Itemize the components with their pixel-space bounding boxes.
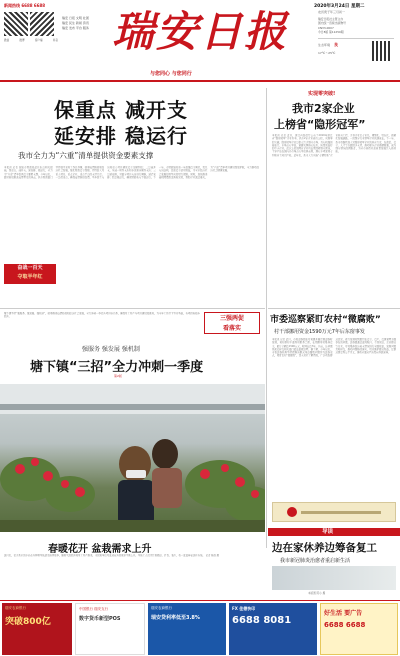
flower-headline: 春暖花开 盆栽需求上升 [48,544,152,555]
lead-story[interactable] [0,86,265,308]
badge-line-top: 奋战一百天 [17,265,43,271]
story2-subtitle: 强服务 强发展 强机制 [82,346,140,353]
slogan: 与您同心 与您同行 [150,71,192,77]
ad-title: 6688 8081 [232,615,292,626]
flower-caption: 连日来，位于我市的多家花卉种植基地迎来销售旺季，随着气温回升和复工复产推进，市民和单位对盆栽花卉的需求不断上升，基地工人们正忙着搬运、打包、装车，将一盆盆鲜花送往各地。 记者 陈晨 摄 [4,554,220,557]
date: 2020年3月24日 星期二 [314,4,365,9]
story2-tag2: 看落实 [222,325,241,332]
right-ad-banner[interactable] [272,502,396,522]
story2-tag: 三强两促 [219,315,244,322]
hotline: 新闻热线 6688 6688 [4,3,46,8]
ad-block[interactable] [2,603,72,655]
guide-label-bar [268,528,400,536]
right-top-story[interactable] [268,86,400,306]
eco-value: 良 [334,42,338,47]
guide-photo [272,566,396,590]
story2-body: 塘下镇坚持“强服务、强发展、强机制”，统筹推进疫情防控和经济社会发展，全力冲刺一季度各项目标任务，确保复工复产与项目建设双推进，为全年工作打下坚实基础，各项指标稳步回升。 [4,312,200,319]
masthead-rule [0,80,400,82]
story3[interactable] [268,308,400,526]
info-line: 今日8版 第11250期 [318,30,344,35]
section-rule [0,308,265,309]
story2-jump[interactable]: 第2版 [114,374,122,378]
eco-qr[interactable] [372,41,392,61]
masthead-link[interactable]: 瑞安 民生 新闻 资讯 [62,21,89,25]
story2-headline: 塘下镇“三招”全力冲刺一季度 [30,360,204,375]
newspaper-title: 瑞安日报 [111,7,288,56]
guide-headline: 边在家休养边筹备复工 [272,542,377,554]
ad-block[interactable] [148,603,226,655]
info-line: CN33-0007 [318,25,334,30]
lead-body: 本报讯 记者 瑞安市财政局近日出台相关措施，保重点、减开支、延安排、稳运行，全力为“六重”清单提供资金要素支撑。今年以来，面对新冠肺炎疫情带来的冲击，我市财政部门坚持稳中求进工作总基调，统筹疫情防控和经济社会发展，强化财政资金保障，持续加大对重大项目、重点企业、重点平台的支持力度。一是保重点，确保疫情防控经费、基本民生支出和重大项目建设资金足额到位；二是减开支，压减一般性支出和非急需非刚性支出；三是延安排，对部分项目支出进行调整，延后安排；四是稳运行，确保财政收支平稳运行。下一步，市财政局将进一步加强资金调度，优化支出结构，提高资金使用效益，为全市经济社会发展提供坚实的财力保障。同时，加快推进减税降费政策落地见效，帮助企业渡过难关，为“六重”清单项目建设保驾护航，全力推动经济社会健康发展。 [4,166,259,179]
flower-photo-art [0,384,265,532]
flower-photo [0,384,265,532]
ad-sub: 瑞安农商银行 [5,606,26,610]
ad-sub: 瑞安农商银行 [151,606,172,610]
qr-label: 微博 [19,39,25,42]
masthead-link[interactable]: 瑞安 日报 文明 社团 [62,16,89,20]
masthead-links [62,16,89,31]
qr-code[interactable] [4,12,28,36]
story2[interactable] [0,308,265,382]
guide[interactable] [268,528,400,598]
ad-sub: 6688 6688 [324,621,366,629]
info-line: 国内统一连续出版物号 [318,21,346,26]
ads-rule [0,600,400,601]
weather: 17℃～25℃ [318,51,336,55]
ad-title: 突破800亿 [5,617,51,627]
story2-tag-box [204,312,260,334]
story3-subhead: 村干部挪用资金1590万元7年后东窗事发 [274,329,365,335]
qr-label: 微信 [4,39,10,42]
story3-headline: 市委巡察紧盯农村“微腐败” [270,315,381,325]
right-headline-2: 上榜省“隐形冠军” [274,118,366,131]
qr-label: 客户端 [34,39,43,42]
ad-sub: FX 佳德快印 [232,606,256,611]
qr-code[interactable] [30,12,54,36]
right-body: 本报讯 记者 近日，浙江省经信厅公布了2019年浙江省“隐形冠军”企业名单，我市2家企业成功上榜，实现零的突破。隐形冠军企业是指专注于细分市场、具有较强创新能力、市场占有率高、掌握关键核心技术、质量效益好的中小企业。此次上榜的两家企业均长期深耕细分领域，主导产品在国内外市场占有率位居前列，拥有多项发明专利和自主知识产权。近年来，我市大力实施“专精特新”企业培育工程，引导企业走专业化、精细化、特色化、新颖化发展道路，一批细分行业领军企业快速成长。下一步，我市将继续加大对隐形冠军企业的培育力度，在政策、资金、人才等方面给予支持，推动更多企业做精做强，成为细分领域的领跑者，为全市制造业高质量发展注入新动能。 [272,134,396,157]
right-headline-1: 我市2家企业 [292,102,355,115]
masthead-link[interactable]: 瑞安 发布 平台 服务 [62,26,89,30]
right-kicker: 实现零突破! [308,91,336,97]
ad-title: 数字货币新型POS [79,616,121,622]
ad-title: 瑞安贷利率低至3.8% [151,615,200,621]
info-line: 瑞安日报社主管主办 [318,17,344,21]
ad-block[interactable] [320,603,398,655]
column-divider [266,88,267,548]
guide-label: 导读 [322,529,334,535]
lunar-date: 农历庚子年三月初一 [318,10,346,14]
lead-headline-1: 保重点 减开支 [54,98,188,122]
right-ad-text [301,511,381,514]
masthead-info [318,17,346,35]
flower-credit: 记者 陈晨 摄 [205,554,220,557]
eco-label: 生态环境 [318,43,331,47]
campaign-badge [4,264,56,284]
ad-block[interactable] [229,603,317,655]
lead-subhead: 我市全力为“六重”清单提供资金要素支撑 [18,151,154,160]
qr-label: 抖音 [52,39,58,42]
guide-jump[interactable]: 本版图 陈小 摄 [308,592,326,595]
lead-headline-2: 延安排 稳运行 [54,124,188,148]
badge-line-bottom: 夺取半年红 [17,274,43,280]
ad-block[interactable] [75,603,145,655]
ads-strip [0,600,400,656]
eco-box [318,38,394,64]
section-rule [268,308,400,309]
qr-label-row [4,38,58,42]
guide-subhead: 我市新冠肺炎治愈者重启新生活 [280,558,351,564]
ad-title: 好生活 要广告 [324,610,363,617]
masthead [0,0,400,86]
story3-body: 本报讯 记者 近日，市委巡察组在对某镇开展常规巡察时发现，某村原村干部利用职务之便，长期挪用村集体资金，累计金额达1590万元，时间长达7年。目前，该问题线索已移交相关部门依法依规处理。据了解，今年以来，市委巡察机构坚持把整治群众身边腐败问题作为巡察重点，紧盯农村“微腐败”，深入村社了解情况，广泛听取群众意见，着力发现村级组织在资金、资产、资源管理方面存在的问题。巡察组通过查阅账目、个别谈话、走访群众等方式，对村集体经济收支情况进行全面检查，发现问题及时移交，推动问题整改落实，切实维护群众利益，让群众感受到公平正义，推动全面从严治党向基层延伸。 [272,338,396,358]
right-ad-icon [287,507,297,517]
ad-sub: 中国银行 瑞安支行 [79,607,109,611]
